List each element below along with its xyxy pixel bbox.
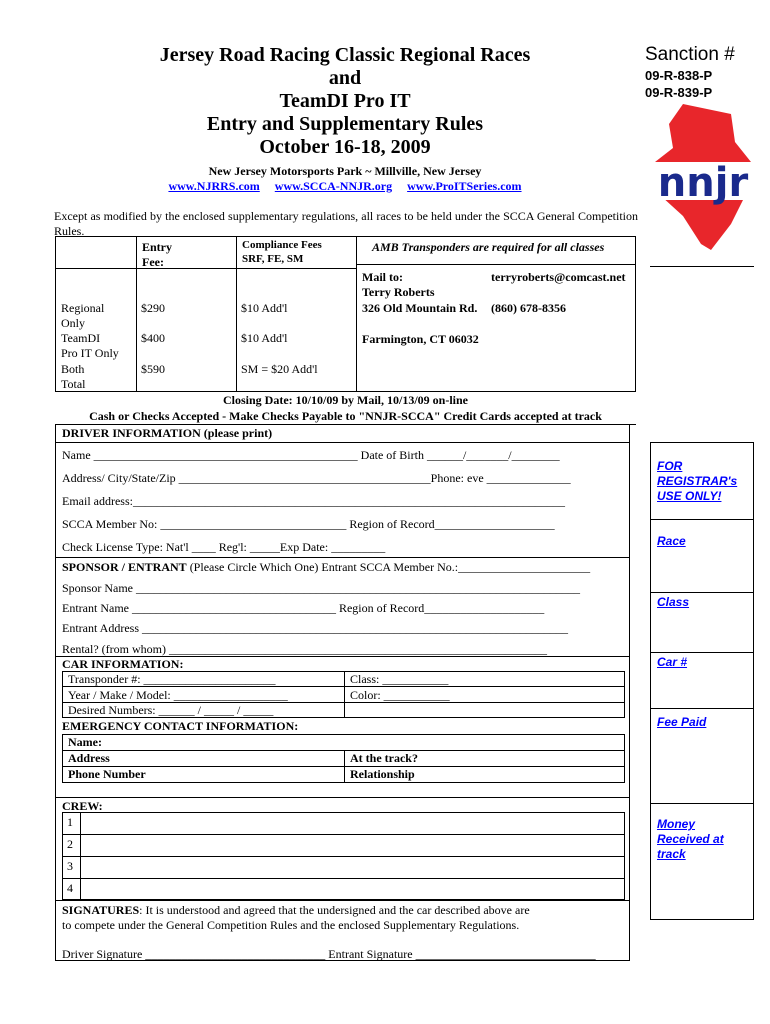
mail-to-label: Mail to: <box>362 270 403 284</box>
mail-phone: (860) 678-8356 <box>491 301 566 315</box>
mail-email: terryroberts@comcast.net <box>491 270 626 284</box>
payment-note: Cash or Checks Accepted - Make Checks Payable to "NNJR-SCCA" Credit Cards accepted at track <box>89 409 602 423</box>
fee-row-amount: $290 <box>141 301 165 315</box>
fee-row-compliance: $10 Add'l <box>241 331 288 345</box>
sanction-label: Sanction # <box>645 44 735 65</box>
sponsor-name-field[interactable]: Sponsor Name __________________________________________________________________________ <box>62 581 580 595</box>
registrar-use-only: FOR REGISTRAR's USE ONLY! <box>657 459 738 503</box>
entrant-address-field[interactable]: Entrant Address _______________________________________________________________________ <box>62 621 568 635</box>
venue-text: New Jersey Motorsports Park ~ Millville, New Jersey <box>208 164 482 178</box>
transponder-field[interactable]: Transponder #: ______________________ <box>68 672 276 686</box>
closing-date: Closing Date: 10/10/09 by Mail, 10/13/09 on-line <box>222 393 468 407</box>
registrar-fee-paid: Fee Paid <box>657 715 707 729</box>
class-field[interactable]: Class: ___________ <box>350 672 449 686</box>
mail-name: Terry Roberts <box>362 285 435 299</box>
crew-row-number: 1 <box>67 815 73 829</box>
fee-row-label: Both Total <box>61 362 86 391</box>
registrar-money-received: Money Received at track <box>657 817 724 861</box>
sanction-number-2: 09-R-839-P <box>645 85 713 100</box>
signatures-text-2: to compete under the General Competition Rules and the enclosed Supplementary Regulations. <box>62 918 520 932</box>
emergency-relationship-field[interactable]: Relationship <box>350 767 415 781</box>
sanction-number-1: 09-R-838-P <box>645 68 713 83</box>
signatures-text: SIGNATURES: It is understood and agreed that the undersigned and the car described above are <box>62 903 530 917</box>
scca-member-field[interactable]: SCCA Member No: _______________________________ Region of Record____________________ <box>62 517 555 531</box>
signature-lines[interactable]: Driver Signature ______________________________ Entrant Signature ______________________________ <box>62 947 596 961</box>
page-title: Jersey Road Racing Classic Regional Races and TeamDI Pro IT Entry and Supplementary Rules October 16-18, 2009 <box>159 44 531 158</box>
logo-underline <box>650 266 754 267</box>
color-field[interactable]: Color: ___________ <box>350 688 450 702</box>
fee-row-amount: $590 <box>141 362 165 376</box>
fee-row-label: Regional Only <box>61 301 105 330</box>
emergency-heading: EMERGENCY CONTACT INFORMATION: <box>62 719 299 733</box>
entrant-name-field[interactable]: Entrant Name __________________________________ Region of Record____________________ <box>62 601 545 615</box>
registrar-car-number: Car # <box>657 655 688 669</box>
mail-address: 326 Old Mountain Rd. <box>362 301 478 315</box>
rental-field[interactable]: Rental? (from whom) _______________________________________________________________ <box>62 642 547 656</box>
emergency-address-field[interactable]: Address <box>68 751 110 765</box>
registrar-class: Class <box>657 595 690 609</box>
sponsor-heading: SPONSOR / ENTRANT (Please Circle Which One) Entrant SCCA Member No.:______________________ <box>62 560 591 574</box>
mail-city: Farmington, CT 06032 <box>362 332 479 346</box>
crew-row-number: 2 <box>67 837 73 851</box>
license-field[interactable]: Check License Type: Nat'l ____ Reg'l: _____Exp Date: _________ <box>62 540 386 554</box>
fee-row-compliance: SM = $20 Add'l <box>241 362 318 376</box>
name-field[interactable]: Name ____________________________________________ Date of Birth ______/_______/________ <box>62 448 560 462</box>
emergency-phone-field[interactable]: Phone Number <box>68 767 146 781</box>
nnjr-logo <box>653 104 755 252</box>
compliance-header: Compliance Fees SRF, FE, SM <box>242 239 322 265</box>
driver-heading: DRIVER INFORMATION (please print) <box>62 426 273 440</box>
entry-fee-header: Entry Fee: <box>142 240 172 269</box>
crew-row-number: 4 <box>67 881 73 895</box>
emergency-name-field[interactable]: Name: <box>68 735 102 749</box>
link-njrrs[interactable]: www.NJRRS.com <box>168 179 260 193</box>
fee-row-label: TeamDI Pro IT Only <box>61 331 119 360</box>
crew-heading: CREW: <box>62 799 103 813</box>
crew-row-number: 3 <box>67 859 73 873</box>
fee-row-compliance: $10 Add'l <box>241 301 288 315</box>
link-scca-nnjr[interactable]: www.SCCA-NNJR.org <box>274 179 393 193</box>
emergency-at-track-field[interactable]: At the track? <box>350 751 418 765</box>
amb-note: AMB Transponders are required for all classes <box>372 240 605 254</box>
desired-numbers-field[interactable]: Desired Numbers: ______ / _____ / _____ <box>68 703 274 717</box>
links-row <box>40 179 650 194</box>
intro-text: Except as modified by the enclosed supplementary regulations, all races to be held under the SCCA General Competition Rules. <box>54 209 638 238</box>
registrar-race: Race <box>657 534 686 548</box>
address-field[interactable]: Address/ City/State/Zip __________________________________________Phone: eve ______________ <box>62 471 571 485</box>
year-make-model-field[interactable]: Year / Make / Model: ___________________ <box>68 688 288 702</box>
link-proitseries[interactable]: www.ProITSeries.com <box>407 179 522 193</box>
car-heading: CAR INFORMATION: <box>62 657 184 671</box>
fee-row-amount: $400 <box>141 331 165 345</box>
logo-text: nnjr <box>657 160 749 206</box>
email-field[interactable]: Email address:________________________________________________________________________ <box>62 494 565 508</box>
